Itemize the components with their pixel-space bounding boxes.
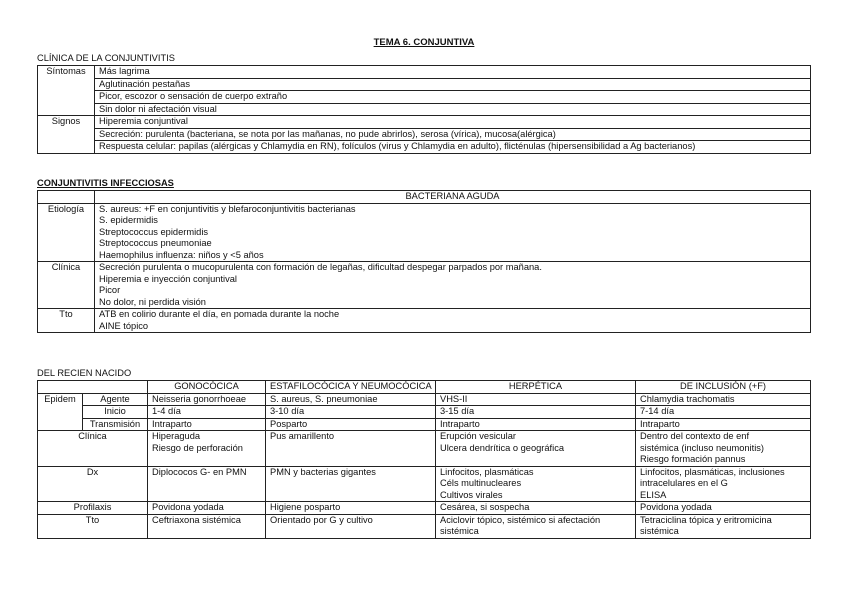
row-label-etiologia: Etiología xyxy=(38,203,95,262)
data-cell xyxy=(436,418,636,431)
cell-line: Linfocitos, plasmáticas, inclusiones xyxy=(640,466,785,477)
data-cell xyxy=(148,502,266,515)
table-row xyxy=(38,262,811,309)
signo-item: Respuesta celular: papilas (alérgicas y Chlamydia en RN), folículos (virus y Chlamydia en adulto), flicténulas (hipersensibilidad a Ag bacterianos) xyxy=(95,141,811,154)
cell-line: No dolor, ni perdida visión xyxy=(99,296,206,307)
cell-line: Ceftriaxona sistémica xyxy=(152,514,241,525)
cell-line: Neisseria gonorrhoeae xyxy=(152,393,247,404)
row-label: Clínica xyxy=(38,431,148,467)
data-cell xyxy=(636,406,811,419)
data-cell xyxy=(266,418,436,431)
data-cell xyxy=(266,514,436,538)
data-cell xyxy=(436,502,636,515)
data-cell xyxy=(266,502,436,515)
etiologia-content xyxy=(95,203,811,262)
table-row xyxy=(38,128,811,141)
section-heading-recien-nacido: DEL RECIEN NACIDO xyxy=(37,368,132,378)
table-row xyxy=(38,309,811,333)
empty-header-cell xyxy=(38,191,95,204)
data-cell xyxy=(636,418,811,431)
table-row xyxy=(38,103,811,116)
table-row xyxy=(38,431,811,467)
data-cell xyxy=(436,514,636,538)
row-sublabel: Inicio xyxy=(83,406,148,419)
table-row xyxy=(38,393,811,406)
data-cell xyxy=(148,406,266,419)
data-cell xyxy=(436,406,636,419)
sintoma-item: Más lagrima xyxy=(95,66,811,79)
cell-line: S. aureus, S. pneumoniae xyxy=(270,393,378,404)
table-row xyxy=(38,502,811,515)
row-label-clinica: Clínica xyxy=(38,262,95,309)
data-cell xyxy=(266,466,436,502)
cell-line: Picor xyxy=(99,285,121,295)
section-heading-infecciosas: CONJUNTIVITIS INFECCIOSAS xyxy=(37,178,174,188)
data-cell xyxy=(148,431,266,467)
cell-line: 7-14 día xyxy=(640,406,675,416)
table-row xyxy=(38,203,811,262)
section-heading-clinica: CLÍNICA DE LA CONJUNTIVITIS xyxy=(37,53,175,63)
table-header-row xyxy=(38,191,811,204)
infecciosas-table xyxy=(37,190,811,333)
page-title: TEMA 6. CONJUNTIVA xyxy=(373,37,475,48)
cell-line: Hiperaguda xyxy=(152,431,201,441)
data-cell xyxy=(636,502,811,515)
cell-line: Erupción vesicular xyxy=(440,431,516,441)
data-cell xyxy=(148,418,266,431)
cell-line: AINE tópico xyxy=(99,320,149,331)
data-cell xyxy=(266,406,436,419)
cell-line: Riesgo de perforación xyxy=(152,442,243,453)
row-sublabel: Agente xyxy=(83,393,148,406)
cell-line: Higiene posparto xyxy=(270,502,341,512)
table-header-row xyxy=(38,381,811,394)
cell-line: Haemophilus influenza: niños y <5 años xyxy=(99,249,264,260)
table-row xyxy=(38,406,811,419)
cell-line: S. aureus: +F en conjuntivitis y blefaroconjuntivitis bacterianas xyxy=(99,203,356,214)
cell-line: Dentro del contexto de enf xyxy=(640,431,750,441)
sintoma-item: Sin dolor ni afectación visual xyxy=(95,103,811,116)
cell-line: Streptococcus epidermidis xyxy=(99,226,209,237)
clinica-table xyxy=(37,65,811,154)
cell-line: Hiperemia e inyección conjuntival xyxy=(99,273,237,284)
data-cell xyxy=(636,393,811,406)
table-row xyxy=(38,116,811,129)
cell-line: ELISA xyxy=(640,489,667,500)
signo-item: Secreción: purulenta (bacteriana, se nota por las mañanas, no pude abrirlos), serosa (vírica), mucosa(alérgica) xyxy=(95,128,811,141)
cell-line: Posparto xyxy=(270,418,308,429)
table-row xyxy=(38,514,811,538)
cell-line: 1-4 día xyxy=(152,406,181,416)
data-cell xyxy=(436,431,636,467)
sintoma-item: Picor, escozor o sensación de cuerpo extraño xyxy=(95,91,811,104)
column-header: ESTAFILOCÓCICA Y NEUMOCÓCICA xyxy=(266,381,436,394)
cell-line: Streptococcus pneumoniae xyxy=(99,238,212,248)
recien-nacido-table xyxy=(37,380,811,539)
signo-item: Hiperemia conjuntival xyxy=(95,116,811,129)
row-label: Profilaxis xyxy=(38,502,148,515)
cell-line: Chlamydia trachomatis xyxy=(640,393,735,404)
cell-line: PMN y bacterias gigantes xyxy=(270,466,376,477)
clinica-content xyxy=(95,262,811,309)
row-sublabel: Transmisión xyxy=(83,418,148,431)
data-cell xyxy=(148,514,266,538)
cell-line: Intraparto xyxy=(640,418,680,429)
data-cell xyxy=(266,431,436,467)
table-row xyxy=(38,78,811,91)
table-row xyxy=(38,418,811,431)
cell-line: VHS-II xyxy=(440,393,468,404)
cell-line: sistémica xyxy=(640,526,679,536)
data-cell xyxy=(148,466,266,502)
tto-content xyxy=(95,309,811,333)
table-row xyxy=(38,141,811,154)
cell-line: Ulcera dendrítica o geográfica xyxy=(440,442,565,453)
sintoma-item: Aglutinación pestañas xyxy=(95,78,811,91)
cell-line: Riesgo formación pannus xyxy=(640,454,746,464)
cell-line: ATB en colirio durante el día, en pomada durante la noche xyxy=(99,309,340,319)
row-label-tto: Tto xyxy=(38,309,95,333)
column-header: GONOCÓCICA xyxy=(148,381,266,394)
data-cell xyxy=(636,514,811,538)
data-cell xyxy=(636,431,811,467)
cell-line: 3-15 día xyxy=(440,406,475,416)
cell-line: sistémica xyxy=(440,526,479,536)
cell-line: Linfocitos, plasmáticas xyxy=(440,466,534,477)
cell-line: Céls multinucleares xyxy=(440,478,522,488)
cell-line: Orientado por G y cultivo xyxy=(270,514,373,525)
data-cell xyxy=(436,393,636,406)
table-row xyxy=(38,66,811,79)
cell-line: Pus amarillento xyxy=(270,431,335,441)
cell-line: Intraparto xyxy=(440,418,480,429)
data-cell xyxy=(148,393,266,406)
cell-line: sistémica (incluso neumonitis) xyxy=(640,442,765,453)
cell-line: Cesárea, si sospecha xyxy=(440,502,530,512)
cell-line: Diplococos G- en PMN xyxy=(152,466,247,477)
cell-line: S. epidermidis xyxy=(99,215,158,225)
cell-line: Aciclovir tópico, sistémico si afectación xyxy=(440,514,601,525)
row-label: Dx xyxy=(38,466,148,502)
data-cell xyxy=(436,466,636,502)
cell-line: Cultivos virales xyxy=(440,489,503,500)
cell-line: Povidona yodada xyxy=(640,502,712,512)
data-cell xyxy=(636,466,811,502)
data-cell xyxy=(266,393,436,406)
empty-header-cell xyxy=(38,381,148,394)
cell-line: Intraparto xyxy=(152,418,192,429)
row-label-signos: Signos xyxy=(38,116,95,154)
row-label-sintomas: Síntomas xyxy=(38,66,95,116)
row-label: Tto xyxy=(38,514,148,538)
row-label-epidem: Epidem xyxy=(38,393,83,431)
cell-line: 3-10 día xyxy=(270,406,305,416)
cell-line: Tetraciclina tópica y eritromicina xyxy=(640,514,772,525)
table-row xyxy=(38,91,811,104)
column-header: DE INCLUSIÓN (+F) xyxy=(636,381,811,394)
cell-line: Secreción purulenta o mucopurulenta con formación de legañas, dificultad despegar parpados por mañana. xyxy=(99,262,542,272)
cell-line: Povidona yodada xyxy=(152,502,224,512)
table-row xyxy=(38,466,811,502)
column-header-bacteriana: BACTERIANA AGUDA xyxy=(95,191,811,204)
column-header: HERPÉTICA xyxy=(436,381,636,394)
cell-line: intracelulares en el G xyxy=(640,478,728,488)
